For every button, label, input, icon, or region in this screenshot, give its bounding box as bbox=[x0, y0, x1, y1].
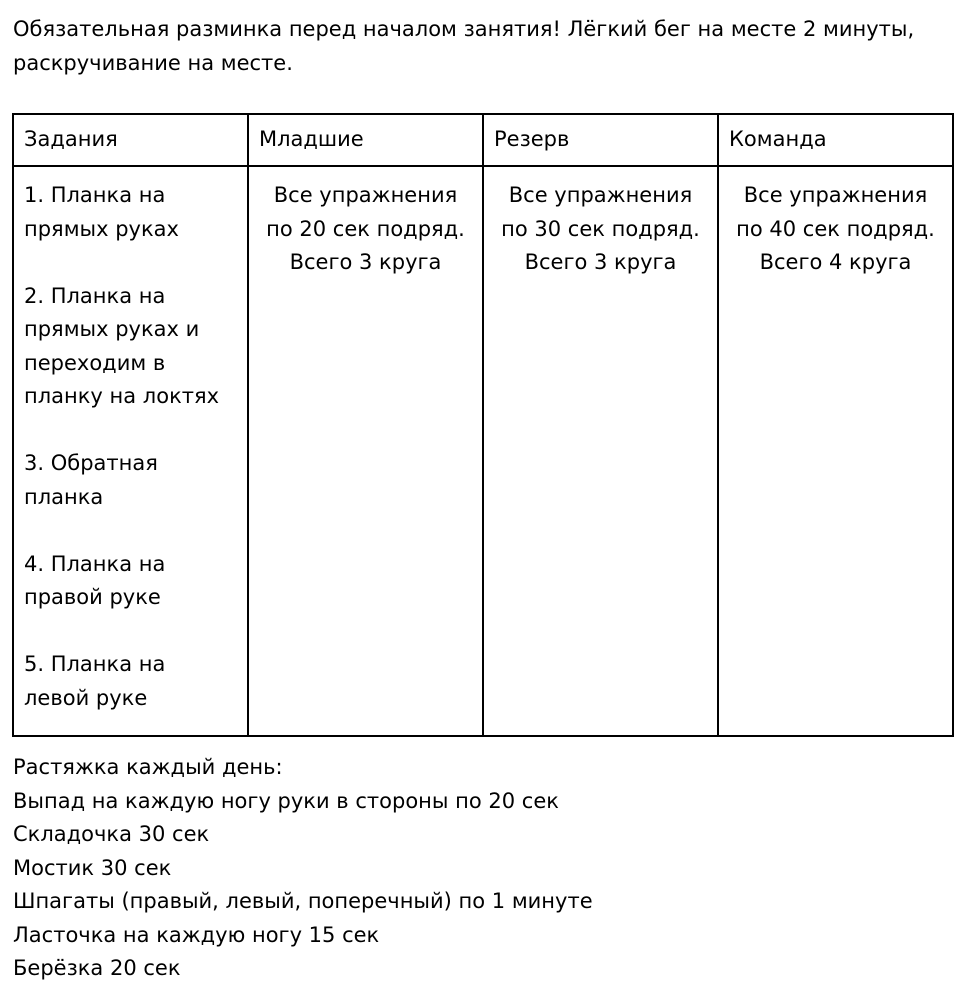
reserve-line-2: по 30 сек подряд. bbox=[501, 216, 700, 241]
juniors-cell bbox=[248, 166, 483, 736]
team-line-1: Все упражнения bbox=[743, 183, 928, 207]
reserve-line-3: Всего 3 круга bbox=[524, 250, 677, 274]
juniors-line-3: Всего 3 круга bbox=[289, 250, 442, 274]
table-header-row bbox=[13, 114, 953, 166]
stretching-section bbox=[13, 751, 593, 986]
header-juniors: Младшие bbox=[248, 114, 483, 166]
task-item: 4. Планка на правой руке bbox=[24, 551, 166, 609]
task-list bbox=[24, 179, 237, 715]
exercise-table bbox=[12, 113, 954, 737]
task-item: 5. Планка на левой руке bbox=[24, 652, 166, 710]
task-item: 2. Планка на прямых руках и переходим в планку на локтях bbox=[24, 283, 220, 408]
task-item: 1. Планка на прямых руках bbox=[24, 183, 179, 241]
team-line-2: по 40 сек подряд. bbox=[736, 216, 935, 241]
list-item: Берёзка 20 сек bbox=[13, 956, 181, 980]
tasks-cell bbox=[13, 166, 248, 736]
juniors-line-1: Все упражнения bbox=[273, 183, 458, 207]
stretching-heading: Растяжка каждый день: bbox=[13, 755, 283, 779]
juniors-line-2: по 20 сек подряд. bbox=[266, 216, 465, 241]
team-cell bbox=[718, 166, 953, 736]
task-item: 3. Обратная планка bbox=[24, 451, 158, 509]
header-tasks: Задания bbox=[13, 114, 248, 166]
table-row bbox=[13, 166, 953, 736]
stretching-list bbox=[13, 785, 593, 986]
list-item: Ласточка на каждую ногу 15 сек bbox=[13, 922, 380, 947]
team-line-3: Всего 4 круга bbox=[759, 250, 912, 274]
reserve-line-1: Все упражнения bbox=[508, 183, 693, 207]
list-item: Складочка 30 сек bbox=[13, 822, 210, 846]
list-item: Выпад на каждую ногу руки в стороны по 20 сек bbox=[13, 788, 559, 813]
list-item: Мостик 30 сек bbox=[13, 855, 172, 880]
header-reserve: Резерв bbox=[483, 114, 718, 166]
header-team: Команда bbox=[718, 114, 953, 166]
intro-text: Обязательная разминка перед началом занятия! Лёгкий бег на месте 2 минуты, раскручивание на месте. bbox=[13, 17, 915, 75]
reserve-cell bbox=[483, 166, 718, 736]
list-item: Шпагаты (правый, левый, поперечный) по 1 минуте bbox=[13, 889, 593, 913]
